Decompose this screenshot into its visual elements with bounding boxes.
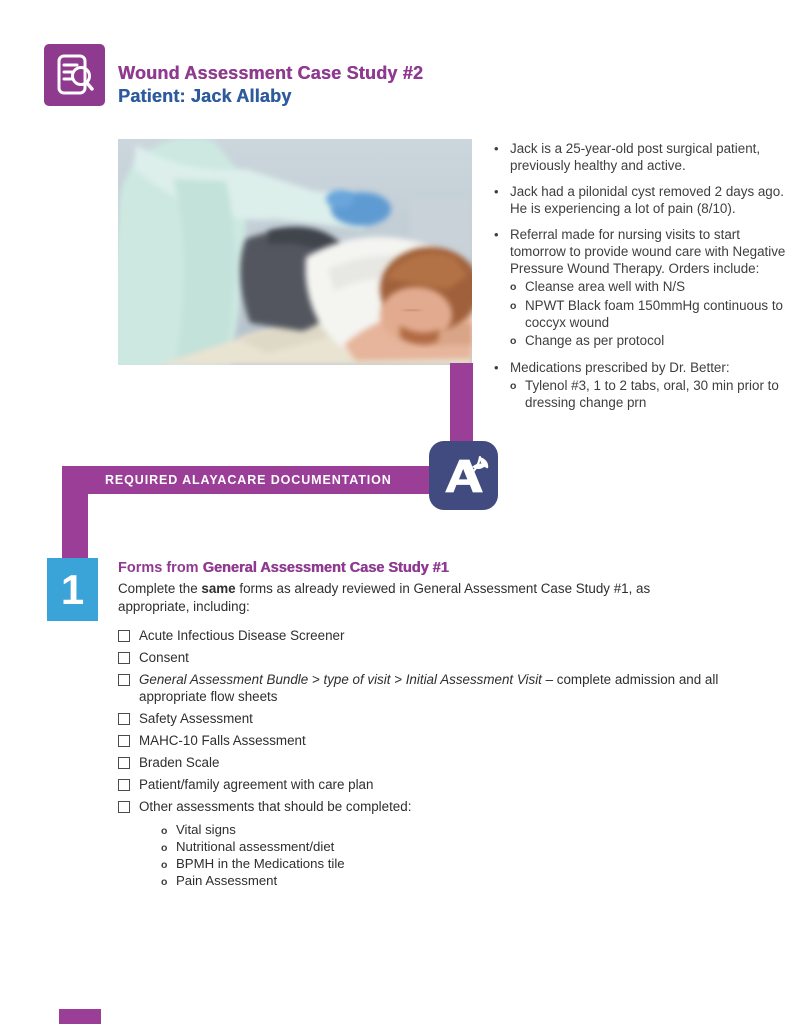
checkbox-icon xyxy=(118,757,130,769)
document-search-icon xyxy=(44,44,105,106)
page-title: Wound Assessment Case Study #2 xyxy=(118,63,424,83)
checkbox-icon xyxy=(118,735,130,747)
document-search-glyph xyxy=(55,53,95,97)
sub-bullet-item: o Cleanse area well with N/S xyxy=(510,279,686,294)
section-intro xyxy=(118,580,670,615)
patient-bullet-item: • Jack had a pilonidal cyst removed 2 days ago. He is experiencing a lot of pain (8/10). xyxy=(494,184,784,216)
patient-photo xyxy=(118,139,472,365)
step-number: 1 xyxy=(60,565,85,613)
patient-summary-list xyxy=(494,140,788,420)
sub-bullet-item: o Pain Assessment xyxy=(161,873,278,888)
checklist-item: MAHC-10 Falls Assessment xyxy=(118,733,742,750)
checklist-item: Safety Assessment xyxy=(118,711,742,728)
intro-pre: Complete the xyxy=(118,581,202,596)
patient-bullet-item: • Medications prescribed by Dr. Better: o Tylenol #3, 1 to 2 tabs, oral, 30 min prior to dressing change prn xyxy=(494,359,788,411)
page-title-block xyxy=(118,62,423,108)
patient-photo-illustration xyxy=(118,139,472,365)
section-heading-prefix: Forms from xyxy=(118,560,203,576)
sub-bullet-item: o Vital signs xyxy=(161,822,236,837)
checkbox-icon xyxy=(118,674,130,686)
forms-checklist xyxy=(118,628,742,890)
step-number-badge xyxy=(47,558,98,621)
checklist-item: Acute Infectious Disease Screener xyxy=(118,628,742,645)
checklist-item: Consent xyxy=(118,650,742,667)
intro-bold: same xyxy=(201,581,236,596)
patient-bullet-item: • Jack is a 25-year-old post surgical patient, previously healthy and active. xyxy=(494,141,761,173)
section-content xyxy=(118,559,742,896)
checkbox-icon xyxy=(118,801,130,813)
alayacare-logo xyxy=(429,441,498,510)
checkbox-icon xyxy=(118,652,130,664)
checklist-item: Braden Scale xyxy=(118,755,742,772)
section-heading xyxy=(118,559,742,578)
checkbox-icon xyxy=(118,779,130,791)
sub-bullet-item: o BPMH in the Medications tile xyxy=(161,856,345,871)
intro-post: forms as already reviewed in General Assessment Case Study #1, as appropriate, including: xyxy=(118,581,651,614)
sub-bullet-item: o Change as per protocol xyxy=(510,333,665,348)
page-edge-bar xyxy=(59,1009,101,1024)
sub-bullet-item: o Tylenol #3, 1 to 2 tabs, oral, 30 min prior to dressing change prn xyxy=(510,378,779,410)
section-heading-emphasis: General Assessment Case Study #1 xyxy=(202,560,449,576)
checklist-item: Patient/family agreement with care plan xyxy=(118,777,742,794)
checklist-item: Other assessments that should be completed: o Vital signs o Nutritional assessment/diet o BPMH in the Medications tile o Pain Assessment xyxy=(118,799,742,891)
banner-label: REQUIRED ALAYACARE DOCUMENTATION xyxy=(105,473,392,487)
patient-bullet-item: • Referral made for nursing visits to start tomorrow to provide wound care with Negative Pressure Wound Therapy. Orders include: o Cleanse area well with N/S o NPWT Black foam 150mmHg continuous to coccyx wound o Change as per protocol xyxy=(494,226,788,350)
checkbox-icon xyxy=(118,713,130,725)
checklist-item: General Assessment Bundle > type of visit > Initial Assessment Visit – complete admission and all appropriate flow sheets xyxy=(118,672,742,705)
required-documentation-banner xyxy=(62,466,446,494)
alayacare-a-leaf-icon xyxy=(435,447,493,505)
sub-bullet-item: o NPWT Black foam 150mmHg continuous to coccyx wound xyxy=(510,298,783,330)
sub-bullet-item: o Nutritional assessment/diet xyxy=(161,839,335,854)
flow-connector-drop xyxy=(62,493,88,560)
patient-name-subtitle: Patient: Jack Allaby xyxy=(118,86,292,106)
checkbox-icon xyxy=(118,630,130,642)
